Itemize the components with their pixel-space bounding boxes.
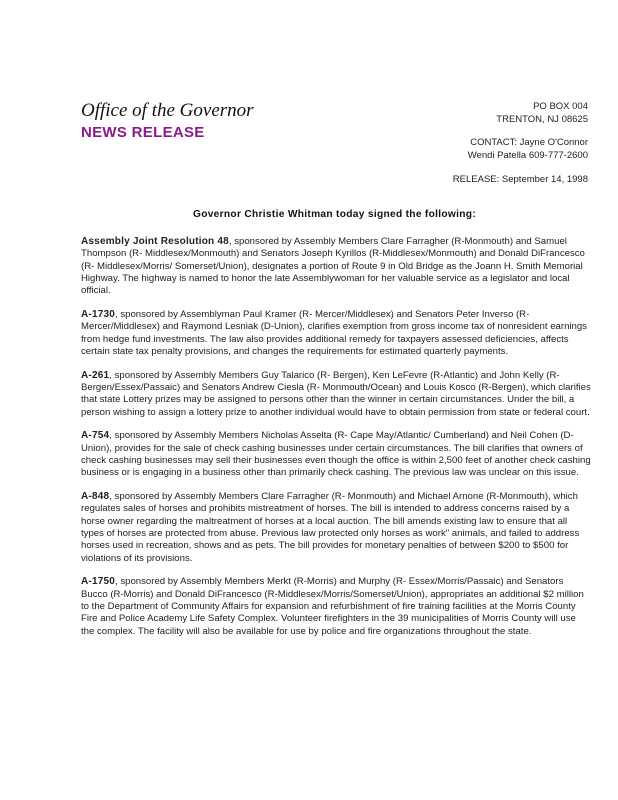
news-release-label: NEWS RELEASE — [81, 124, 205, 141]
bill-description: , sponsored by Assemblyman Paul Kramer (R- Mercer/Middlesex) and Senators Peter Inverso (R- Mercer/Middlesex) and Raymond Lesniak (D-Union), clarifies exemption from gross income tax of nonresident earnings from hedge fund investments. The law also provides additional remedy for taxpayers assessed deficiencies, affects certain state tax penalty provisions, and changes the requirements for estimated quarterly payments. — [81, 308, 588, 357]
bill-list — [81, 236, 591, 649]
bill-description: , sponsored by Assembly Members Guy Talarico (R- Bergen), Ken LeFevre (R-Atlantic) and John Kelly (R- Bergen/Essex/Passaic) and Senators Andrew Ciesla (R- Monmouth/Ocean) and Louis Kosco (R-Bergen), which clarifies that state Lottery prizes may be assigned to persons other than the winner in certain circumstances. Under the bill, a person wishing to assign a lottery prize to another individual would have to obtain permission from state or federal court. — [81, 369, 591, 418]
bill-item — [81, 370, 591, 419]
office-title: Office of the Governor — [81, 100, 254, 121]
bill-description: , sponsored by Assembly Members Merkt (R-Morris) and Murphy (R- Essex/Morris/Passaic) and Senators Bucco (R-Morris) and Donald DiFrancesco (R-Middlesex/Morris/Somerset/Union), appropriates an additional $2 million to the Department of Community Affairs for expansion and refurbishment of fire training facilities at the Morris County Fire and Police Academy Life Safety Complex. Volunteer firefighters in the 39 municipalities of Morris County will use the complex. The facility will also be available for use by police and fire organizations throughout the state. — [81, 576, 584, 637]
bill-id: A-848 — [81, 491, 110, 503]
po-box: PO BOX 004 — [533, 101, 588, 112]
bill-description: , sponsored by Assembly Members Nicholas Asselta (R- Cape May/Atlantic/ Cumberland) and Neil Cohen (D-Union), provides for the sale of check cashing businesses under certain circumstances. The bill clarifies that owners of check cashing businesses may sell their businesses even though the office is within 2,500 feet of another check cashing business or is engaging in a business other than primarily check cashing. The previous law was unclear on this issue. — [81, 430, 591, 479]
bill-id: A-1730 — [81, 308, 115, 320]
bill-id: A-261 — [81, 369, 110, 381]
bill-item — [81, 491, 591, 565]
contact-phone: Wendi Patella 609-777-2600 — [467, 149, 588, 161]
headline: Governor Christie Whitman today signed the following: — [192, 209, 477, 220]
bill-id: A-754 — [81, 430, 110, 442]
letterhead — [81, 100, 254, 143]
bill-description: , sponsored by Assembly Members Clare Farragher (R- Monmouth) and Michael Arnone (R-Monmouth), which regulates sales of horses and prohibits mistreatment of horses. The bill is intended to address concerns raised by a horse owner regarding the maltreatment of horses at a local auction. The bill amends existing law to ensure that all types of horses are protected from abuse. Previous law protected only horses as work" animals, and failed to address horses used in recreation, shows and as pets. The bill provides for monetary penalties of between $200 to $500 for violations of its provisions. — [81, 491, 580, 564]
bill-item — [81, 576, 591, 637]
bill-item — [81, 236, 591, 297]
bill-id: Assembly Joint Resolution 48 — [81, 236, 229, 247]
bill-description: , sponsored by Assembly Members Clare Farragher (R-Monmouth) and Samuel Thompson (R- Middlesex/Monmouth) and Senators Joseph Kyrillos (R-Middlesex/Monmouth) and Donald DiFrancesco (R- Middlesex/Morris/ Somerset/Union), designates a portion of Route 9 in Old Bridge as the Joann H. Smith Memorial Highway. The highway is named to honor the late Assemblywoman for her valuable service as a legislator and local official. — [81, 236, 585, 297]
release-date: RELEASE: September 14, 1998 — [452, 174, 588, 185]
contact-block — [453, 101, 588, 187]
bill-item — [81, 430, 591, 479]
bill-item — [81, 309, 591, 358]
contact-name: CONTACT: Jayne O'Connor — [470, 137, 588, 148]
city-zip: TRENTON, NJ 08625 — [496, 113, 588, 125]
bill-id: A-1750 — [81, 576, 115, 588]
